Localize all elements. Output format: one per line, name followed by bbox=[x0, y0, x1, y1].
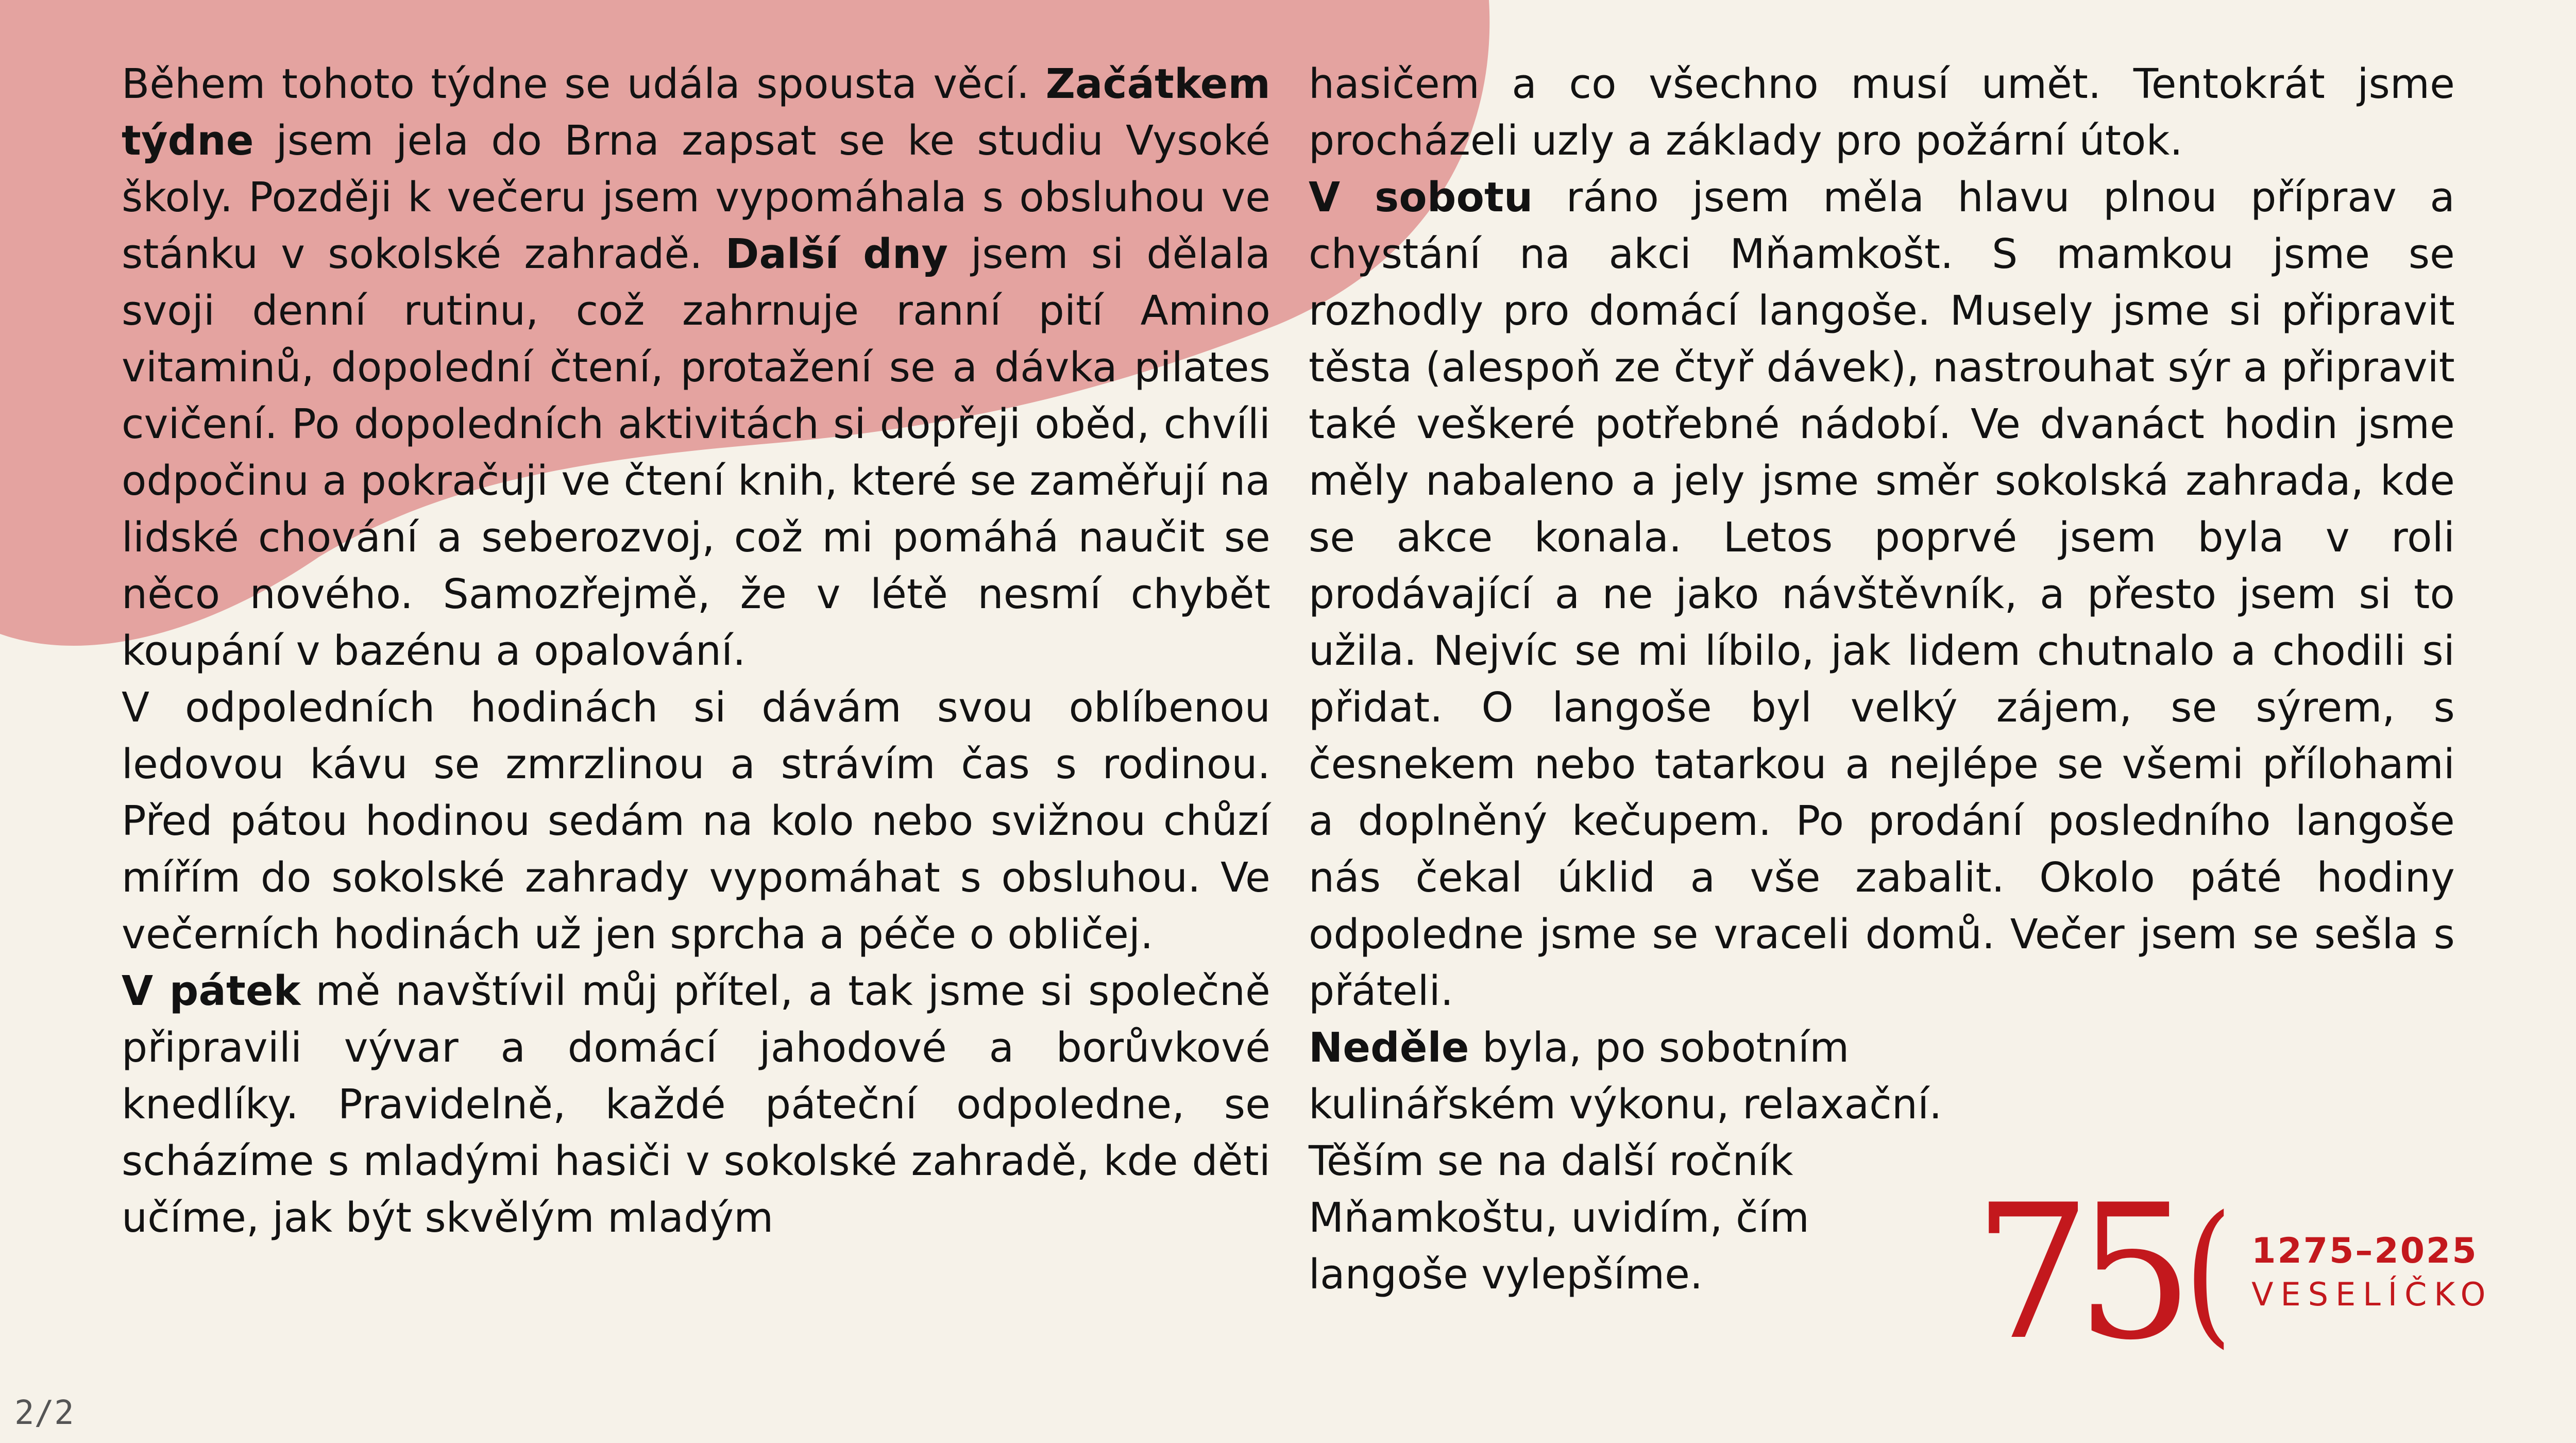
paragraph-continuation: hasičem a co všechno musí umět. Tentokrát jsme procházeli uzly a základy pro požární útok. bbox=[1309, 60, 2455, 164]
bold-heading-next-days: Další dny bbox=[725, 230, 948, 278]
logo-years: 1275–2025 bbox=[2251, 1231, 2478, 1271]
page-number: 2/2 bbox=[14, 1394, 74, 1432]
paragraph-friday bbox=[122, 963, 1270, 1246]
bold-heading-friday: V pátek bbox=[122, 967, 301, 1015]
right-column bbox=[1309, 56, 2455, 1303]
bold-heading-saturday: V sobotu bbox=[1309, 174, 1533, 221]
paragraph-sunday bbox=[1309, 1019, 1953, 1303]
logo-text bbox=[2251, 1230, 2493, 1316]
logo-village-name: VESELÍČKO bbox=[2251, 1276, 2493, 1313]
logo-number: 75 bbox=[1973, 1165, 2179, 1381]
paragraph-afternoon: V odpoledních hodinách si dávám svou oblíbenou ledovou kávu se zmrzlinou a strávím čas s rodinou. Před pátou hodinou sedám na kolo nebo svižnou chůzí mířím do sokolské zahrady vypomáhat s obsluhou. Ve večerních hodinách už jen sprcha a péče o obličej. bbox=[122, 684, 1270, 958]
paragraph-intro bbox=[122, 56, 1270, 679]
anniversary-logo bbox=[1973, 1165, 2493, 1381]
left-column bbox=[122, 56, 1270, 1246]
text-segment: Během tohoto týdne se udála spousta věcí. bbox=[122, 60, 1046, 108]
paragraph-saturday bbox=[1309, 169, 2455, 1019]
text-segment: jsem si dělala svoji denní rutinu, což zahrnuje ranní pití Amino vitaminů, dopolední čtení, protažení se a dávka pilates cvičení. Po dopoledních aktivitách si dopřeji oběd, chvíli odpočinu a pokračuji ve čtení knih, které se zaměřují na lidské chování a seberozvoj, což mi pomáhá naučit se něco nového. Samozřejmě, že v létě nesmí chybět koupání v bazénu a opalování. bbox=[122, 230, 1271, 675]
bold-heading-sunday: Neděle bbox=[1309, 1024, 1469, 1071]
text-segment: byla, po sobotním kulinářském výkonu, relaxační. Těším se na další ročník Mňamkoštu, uvidím, čím langoše vylepšíme. bbox=[1309, 1024, 1942, 1298]
text-segment: jsem jela do Brna zapsat se ke studiu Vysoké školy. Později k večeru jsem vypomáhala s obsluhou ve stánku v sokolské zahradě. bbox=[122, 117, 1270, 278]
logo-bracket-icon: ( bbox=[2184, 1183, 2233, 1363]
bold-heading-start-of-week: Začátkem týdne bbox=[122, 60, 1270, 164]
text-segment: mě navštívil můj přítel, a tak jsme si společně připravili vývar a domácí jahodové a borůvkové knedlíky. Pravidelně, každé páteční odpoledne, se scházíme s mladými hasiči v sokolské zahradě, kde děti učíme, jak být skvělým mladým bbox=[122, 967, 1270, 1241]
text-segment: ráno jsem měla hlavu plnou příprav a chystání na akci Mňamkošt. S mamkou jsme se rozhodly pro domácí langoše. Musely jsme si připravit těsta (alespoň ze čtyř dávek), nastrouhat sýr a připravit také veškeré potřebné nádobí. Ve dvanáct hodin jsme měly nabaleno a jely jsme směr sokolská zahrada, kde se akce konala. Letos poprvé jsem byla v roli prodávající a ne jako návštěvník, a přesto jsem si to užila. Nejvíc se mi líbilo, jak lidem chutnalo a chodili si přidat. O langoše byl velký zájem, se sýrem, s česnekem nebo tatarkou a nejlépe se všemi přílohami a doplněný kečupem. Po prodání posledního langoše nás čekal úklid a vše zabalit. Okolo páté hodiny odpoledne jsme se vraceli domů. Večer jsem se sešla s přáteli. bbox=[1309, 174, 2455, 1015]
